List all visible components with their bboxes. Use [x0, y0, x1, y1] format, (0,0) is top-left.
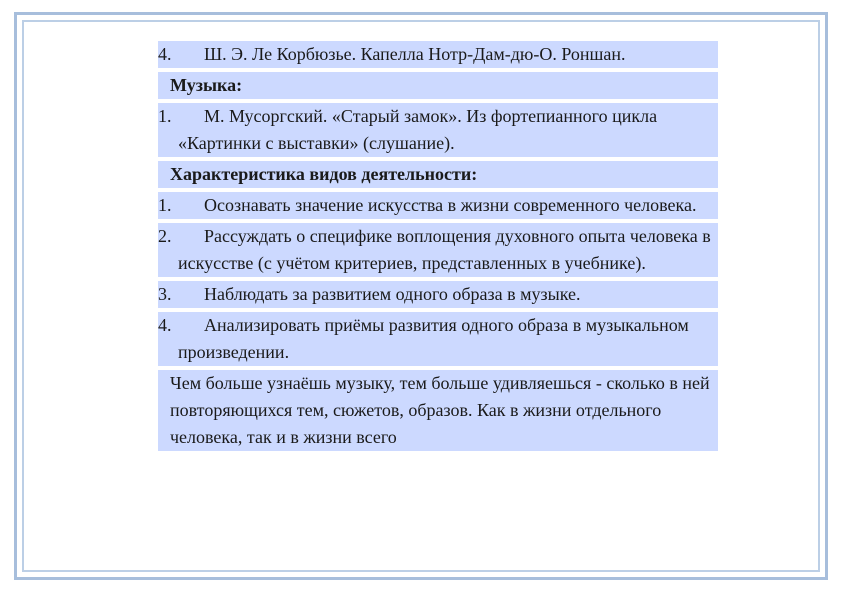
closing-paragraph: Чем больше узнаёшь музыку, тем больше удивляешься - сколько в ней повторяющихся тем, сюжетов, образов. Как в жизни отдельного человека, так и в жизни всего	[158, 370, 718, 451]
activity-item-4	[158, 312, 718, 366]
list-text: Ш. Э. Ле Корбюзье. Капелла Нотр-Дам-дю-О. Роншан.	[204, 44, 626, 64]
list-text: Осознавать значение искусства в жизни современного человека.	[204, 195, 697, 215]
list-item-music	[158, 103, 718, 157]
activities-heading: Характеристика видов деятельности:	[158, 161, 718, 188]
list-number: 4.	[158, 44, 172, 64]
list-text: Наблюдать за развитием одного образа в музыке.	[204, 284, 581, 304]
list-item-architecture	[158, 41, 718, 68]
activity-item-2	[158, 223, 718, 277]
list-text: Анализировать приёмы развития одного образа в музыкальном произведении.	[178, 315, 689, 362]
activity-item-3	[158, 281, 718, 308]
list-number: 4.	[158, 315, 172, 335]
list-number: 3.	[158, 284, 172, 304]
activity-item-1	[158, 192, 718, 219]
list-number: 1.	[158, 106, 172, 126]
list-number: 2.	[158, 226, 172, 246]
text-body	[158, 41, 718, 455]
music-heading: Музыка:	[158, 72, 718, 99]
list-number: 1.	[158, 195, 172, 215]
list-text: М. Мусоргский. «Старый замок». Из фортепианного цикла «Картинки с выставки» (слушание).	[178, 106, 658, 153]
list-text: Рассуждать о специфике воплощения духовного опыта человека в искусстве (с учётом критериев, представленных в учебнике).	[178, 226, 711, 273]
